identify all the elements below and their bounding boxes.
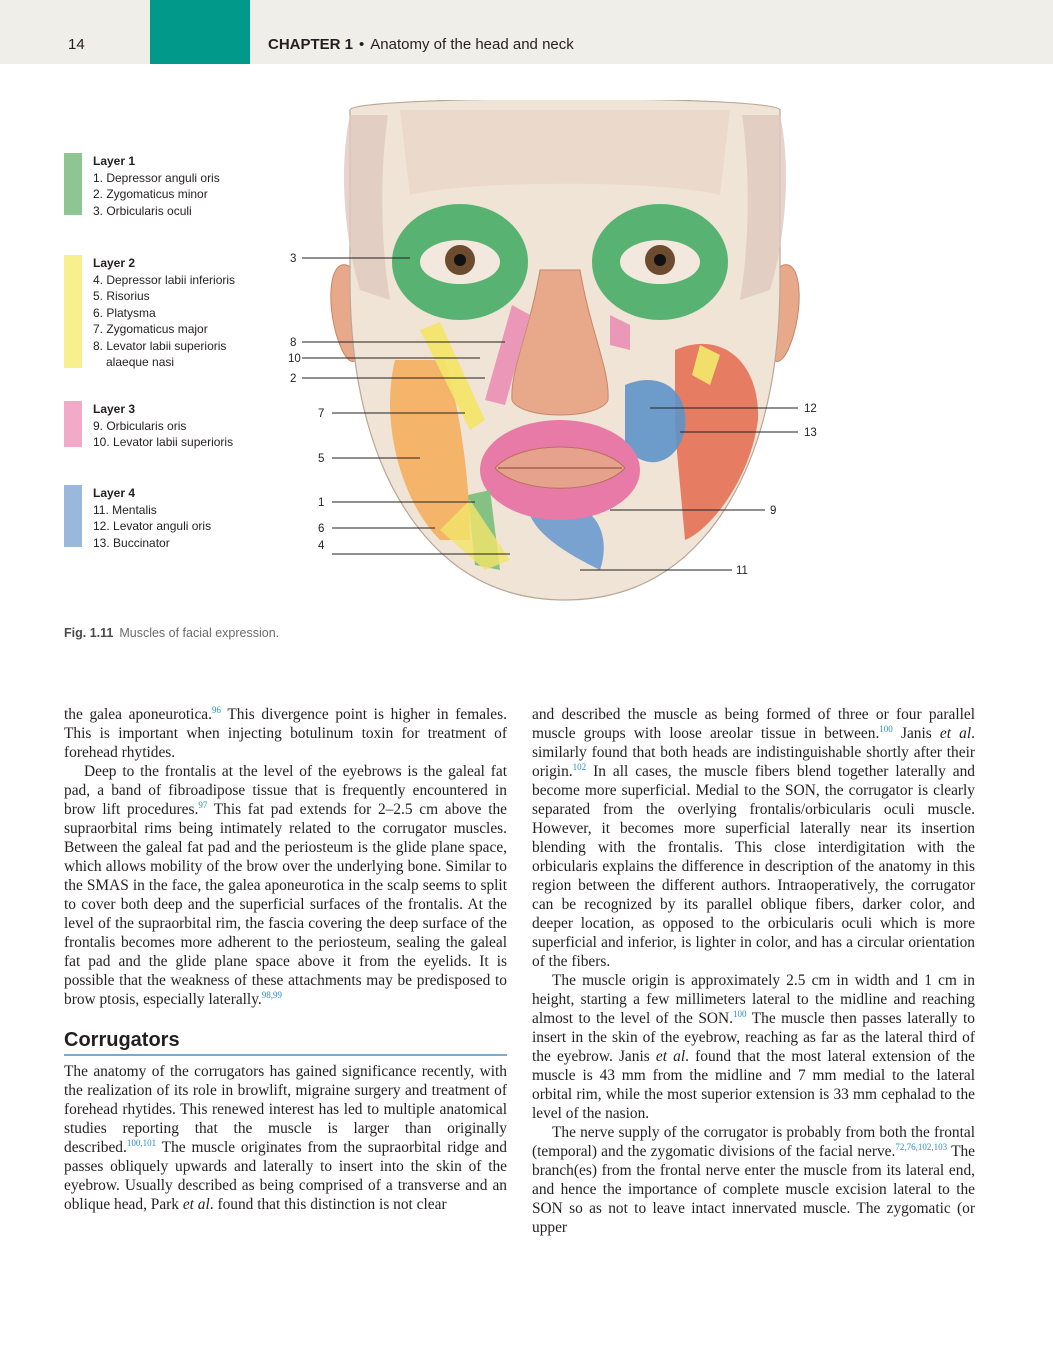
figure-caption	[64, 626, 279, 640]
legend-swatch-layer-1	[64, 153, 82, 215]
legend-item: 13. Buccinator	[93, 535, 170, 550]
callout-label: 12	[804, 403, 817, 415]
legend-title: Layer 4	[93, 486, 136, 500]
legend-item: 9. Orbicularis oris	[93, 418, 187, 433]
callout-label: 13	[804, 427, 817, 439]
header-accent-block	[150, 0, 250, 64]
chapter-title: Anatomy of the head and neck	[370, 36, 574, 53]
callout-label: 7	[318, 408, 325, 420]
callout-label: 11	[736, 565, 748, 577]
callout-label: 3	[290, 253, 297, 265]
paragraph: The nerve supply of the corrugator is probably from both the frontal (temporal) and the zygomatic divisions of the facial nerve.$^{72,76,102,103}$ The branch(es) from the frontal nerve enter the muscle from its lateral end, and hence the importance of complete muscle excision lateral to the SON so as not to leave intact innervated muscle. The zygomatic (or upper	[532, 1124, 975, 1236]
legend-item: 7. Zygomaticus major	[93, 322, 208, 336]
page-number: 14	[68, 36, 85, 53]
reference-citation[interactable]: 100,101	[126, 1137, 157, 1148]
reference-citation[interactable]: 96	[211, 704, 221, 715]
paragraph: The anatomy of the corrugators has gained significance recently, with the realization of its role in browlift, migraine surgery and treatment of forehead rhytides. This renewed interest has led to multiple anatomical studies reporting that the muscle is larger than originally described.$^{100,101}$ The muscle originates from the supraorbital ridge and passes obliquely upwards and laterally to insert into the skin of the eyebrow. Usually described as being comprised of a transverse and an oblique head, Park et al. found that this distinction is not clear	[64, 1063, 507, 1213]
figure-label: Fig. 1.11	[64, 626, 114, 640]
reference-citation[interactable]: 100	[733, 1008, 747, 1019]
callout-label: 9	[770, 505, 777, 517]
chapter-label: CHAPTER 1	[268, 36, 354, 53]
legend-title: Layer 2	[93, 256, 136, 270]
text-column-right	[532, 705, 975, 1237]
facial-muscles-illustration	[280, 100, 840, 605]
legend-item: alaeque nasi	[106, 355, 175, 369]
legend-title: Layer 3	[93, 402, 136, 416]
legend-swatch-layer-3	[64, 401, 82, 447]
text-column-left	[64, 705, 507, 1214]
legend-item: 4. Depressor labii inferioris	[93, 272, 236, 287]
callout-label: 5	[318, 453, 325, 465]
legend-item: 6. Platysma	[93, 305, 156, 320]
pupil-right	[654, 254, 666, 266]
callout-label: 1	[318, 497, 325, 509]
legend-item: 2. Zygomaticus minor	[93, 187, 208, 201]
legend-title: Layer 1	[93, 154, 136, 168]
header-bullet: •	[359, 36, 365, 53]
legend-item: 10. Levator labii superioris	[93, 435, 234, 449]
left-callout-labels	[288, 253, 325, 552]
reference-citation[interactable]: 98,99	[261, 989, 282, 1000]
section-heading: Corrugators	[64, 1031, 507, 1056]
reference-citation[interactable]: 100	[879, 723, 893, 734]
callout-label: 4	[318, 540, 325, 552]
paragraph: The muscle origin is approximately 2.5 cm in width and 1 cm in height, starting a few millimeters lateral to the midline and reaching almost to the level of the SON.$^{100}$ The muscle then passes laterally to insert in the skin of the eyebrow, reaching as far as the lateral third of the eyebrow. Janis et al. found that the most lateral extension of the muscle is 43 mm from the midline and 7 mm medial to the lateral orbital rim, while the most superior extension is 33 mm cephalad to the level of the nasion.	[532, 972, 975, 1122]
legend-item: 11. Mentalis	[93, 502, 157, 517]
paragraph: the galea aponeurotica.$^{96}$ This divergence point is higher in females. This is important when injecting botulinum toxin for treatment of forehead rhytides.	[64, 704, 507, 761]
running-header	[268, 36, 574, 53]
masseter-right	[675, 344, 758, 540]
legend-item: 1. Depressor anguli oris	[93, 170, 220, 185]
callout-label: 6	[318, 523, 325, 535]
callout-label: 10	[288, 353, 301, 365]
callout-label: 8	[290, 337, 297, 349]
legend-item: 5. Risorius	[93, 289, 150, 303]
legend-item: 12. Levator anguli oris	[93, 519, 212, 533]
legend-item: 8. Levator labii superioris	[93, 338, 227, 353]
reference-citation[interactable]: 72,76,102,103	[895, 1141, 948, 1152]
reference-citation[interactable]: 97	[198, 799, 208, 810]
paragraph: Deep to the frontalis at the level of the eyebrows is the galeal fat pad, a band of fibroadipose tissue that is frequently encountered in brow lift procedures.$^{97}$ This fat pad extends for 2–2.5 cm above the supraorbital rims being intimately related to the corrugator muscles. Between the galeal fat pad and the periosteum is the glide plane space, which allows mobility of the brow over the underlying bone. Similar to the SMAS in the face, the galea aponeurotica in the scalp seems to split to cover both deep and the superficial surfaces of the frontalis. At the level of the supraorbital rim, the fascia covering the deep surface of the frontalis becomes more adherent to the periosteum, sealing the galeal fat pad and the glide plane space above it from the eyelids. It is possible that the weakness of these attachments may be predisposed to brow ptosis, especially laterally.$^{98,99}$	[64, 763, 507, 1008]
legend-item: 3. Orbicularis oculi	[93, 203, 192, 218]
figure-caption-text: Muscles of facial expression.	[119, 626, 280, 640]
callout-label: 2	[290, 373, 297, 385]
reference-citation[interactable]: 102	[572, 761, 587, 772]
paragraph: and described the muscle as being formed of three or four parallel muscle groups with loose areolar tissue in between.$^{100}$ Janis et al. similarly found that both heads are indistinguishable shortly after their origin.$^{102}$ In all cases, the muscle fibers blend together laterally and become more superficial. Medial to the SON, the corrugator is clearly separated from the overlying frontalis/orbicularis oculi muscle. However, it becomes more superficial laterally near its insertion blending with the frontalis. This close interdigitation with the orbicularis explains the difference in description of the anatomy in this region between the different authors. Intraoperatively, the corrugator can be recognized by its parallel oblique fibers, darker color, and deeper location, as opposed to the orbicularis oculi which is more superficial and inferior, is lighter in color, and has a circular orientation of the fibers.	[532, 706, 975, 970]
legend-swatch-layer-4	[64, 485, 82, 547]
pupil-left	[454, 254, 466, 266]
frontalis-region	[400, 110, 730, 195]
legend-swatch-layer-2	[64, 255, 82, 368]
